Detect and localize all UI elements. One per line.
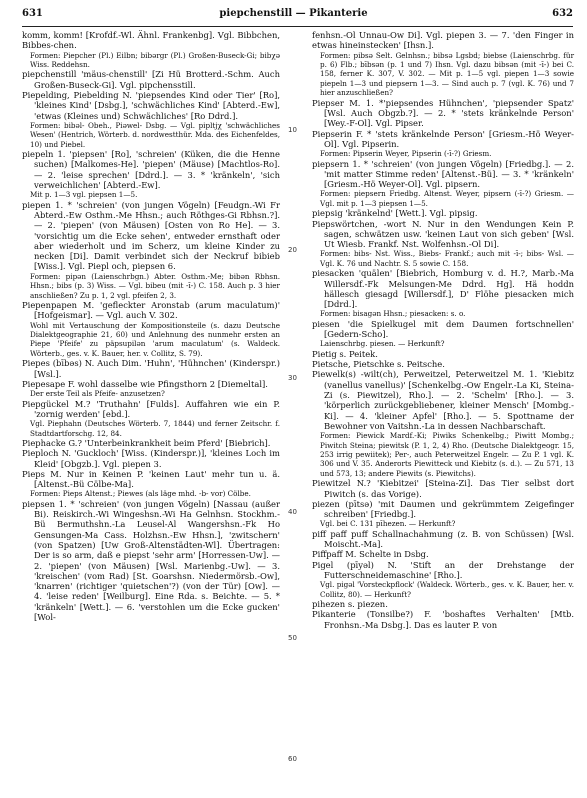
line-marker: 30 bbox=[288, 374, 297, 382]
dictionary-entry: Piepswörtchen, -wort N. Nur in den Wendungen Kein P. sagen, schwätzen usw. 'keinen Laut von sich geben' [Wsl. Ut Wiesb. Frankf. Nst. Wolfenhsn.-Ol Di]. bbox=[312, 218, 574, 250]
running-head: piepchenstill — Pikanterie bbox=[219, 8, 368, 19]
line-marker: 60 bbox=[288, 755, 297, 763]
dictionary-entry: Pieploch N. 'Guckloch' [Wiss. (Kinderspr.)], 'kleines Loch im Kleid' [Obgzb.]. Vgl. piepen 3. bbox=[22, 448, 280, 469]
forms-note: Formen: piepsern Friedbg. Altenst. Weyer, pipsern (-ī-?) Griesm. — Vgl. mit p. 1—3 piepsen 1—5. bbox=[320, 189, 574, 208]
line-marker: 40 bbox=[288, 508, 297, 516]
forms-note: Wohl mit Vertauschung der Kompositionsteile (s. dazu Deutsche Dialektgeographie 21, 60) und Anlehnung des nunmehr ersten an Piepe 'Pfeife' zu päpsupilən 'arum maculatum' (s. Waldeck. Wörterb., ges. v. K. Bauer, her. v. Collitz, S. 79). bbox=[30, 320, 280, 358]
dictionary-entry: Piepenpapen M. 'gefleckter Aronstab (arum maculatum)' [Hofgeismar]. — Vgl. auch V. 302. bbox=[22, 300, 280, 321]
forms-note: Vgl. pigəl 'Vorsteckpflock' (Waldeck. Wörterb., ges. v. K. Bauer, her. v. Collitz, 80). — Herkunft? bbox=[320, 580, 574, 599]
dictionary-entry: Piepserin F. * 'stets kränkelnde Person' [Griesm.-Hö Weyer-Ol]. Vgl. Pipserin. bbox=[312, 128, 574, 149]
dictionary-entry: Piepgückel M.? 'Truthahn' [Fulds]. Auffahren wie ein P. 'zornig werden' [ebd.]. bbox=[22, 398, 280, 419]
dictionary-entry: piepen 1. * 'schreien' (von jungen Vögeln) [Feudgn.-Wi Fr Abterd.-Ew Osthm.-Me Hhsn.; auch Röthges-Gi Rbhsn.?]. — 2. 'piepen' (von Mäusen) [Osten von Ro He]. — 3. 'vorsichtig um die Ecke sehen', entweder ernsthaft oder aber wiederholt und im Scherz, um kleine Kinder zu necken [Di]. Damit verbindet sich der Neckruf bibieb [Wiss.]. Vgl. Piepl och, piepsen 6. bbox=[22, 199, 280, 272]
forms-note: Mit p. 1—3 vgl. piepsen 1—5. bbox=[30, 190, 138, 200]
dictionary-entry: Piewelk(s) -wilt(ch), Perweitzel, Peterweitzel M. 1. 'Kiebitz (vanellus vanellus)' [Schenkelbg.-Ow Engelr.-La Ki, Steina-Zi (s. Piewitzel), Rho.]. — 2. 'Schelm' [Rho.]. — 3. 'körperlich zurückgebliebener, kleiner Mensch' [Mombg.-Ki]. — 4. 'kleiner Apfel' [Rho.]. — 5. Spottname der Bewohner von Vaitshn.-La in dessen Nachbarschaft. bbox=[312, 369, 574, 431]
dictionary-entry: Piephacke G.? 'Unterbeinkrankheit beim Pferd' [Biebrich]. bbox=[22, 437, 271, 448]
left-column bbox=[22, 30, 280, 622]
dictionary-entry: piepsen 1. * 'schreien' (von jungen Vögeln) [Nassau (außer Bi). Reiskirch.-Wi Wingeshsn.-Wi Ha Gelnhsn. Stockhm.-Bü Bermuthshn.-La Leusel-Al Wangershsn.-Fk Ho Gensungen-Ma Cass. Holzhsn.-Ew Hhsn.], 'zwitschern' (von Spatzen) [Uw Groß-Altenstädten-Wl]. Übertragen: Der is so arm, daß e piepst 'sehr arm' [Horressen-Uw]. — 2. 'piepen' (von Mäusen) [Wsl. Marienbg.-Uw]. — 3. 'kreischen' (vom Rad) [St. Goarshsn. Niedermörsb.-Ow], 'knarren' (richtiger 'quietschen'?) (von der Tür) [Ow]. — 4. 'leise reden' [Weilburg]. Eine Rda. s. Beichte. — 5. * 'kränkeln' [Wett.]. — 6. 'verstohlen um die Ecke gucken' [Wol- bbox=[22, 498, 280, 623]
entry-continuation: komm, komm! [Krofdf.-Wl. Ähnl. Frankenbg]. Vgl. Bibbchen, Bibbes-chen. bbox=[22, 30, 280, 51]
header-rule bbox=[22, 26, 573, 27]
dictionary-entry: piepchenstill 'mäus-chenstill' [Zi Hü Brotterd.-Schm. Auch Großen-Buseck-Gi]. Vgl. pipchensstill. bbox=[22, 69, 280, 90]
dictionary-entry: Piepelding, Piebelding N. 'piepsendes Kind oder Tier' [Ro], 'kleines Kind' [Dsbg.], 'schwächliches Kind' [Abterd.-Ew], 'etwas (Kleines und) Schwächliches' [Ro Ddrd.]. bbox=[22, 90, 280, 121]
forms-note: Formen: pipən (Laienschrbgn.) Abter. Osthm.-Me; bibən Rbhsn. Hhsn.; bibs (p. 3) Wiss. — Vgl. bibeu (mit -ī-) C. 158. Auch p. 3 hier anschließen? Zu p. 1, 2 vgl. pfeifen 2, 3. bbox=[30, 271, 280, 300]
dictionary-entry: Pikanterie (Tonsilbe?) F. 'boshaftes Verhalten' [Mtb. Fronhsn.-Ma Dsbg.]. Das es lauter P. von bbox=[312, 609, 574, 630]
dictionary-entry: piezen (pītsə) 'mit Daumen und gekrümmtem Zeigefinger schreiben' [Friedbg.]. bbox=[312, 498, 574, 520]
line-marker: 20 bbox=[288, 246, 297, 254]
forms-note: Formen: bibəl- Obeh., Piəwel- Dsbg. — Vgl. pipltjχ 'schwächliches Wesen' (Hentrich, Wörterb. d. nordwestthür. Mda. des Eichenfeldes, 10) und Piebel. bbox=[30, 120, 280, 149]
line-marker: 10 bbox=[288, 126, 297, 134]
forms-note: Vgl. bei C. 131 pīhezen. — Herkunft? bbox=[320, 519, 456, 529]
dictionary-entry: Piewitzel N.? 'Kiebitzei' [Steina-Zi]. Das Tier selbst dort Piwitch (s. das Vorige). bbox=[312, 478, 574, 499]
dictionary-entry: Pietsche, Pietschke s. Peitsche. bbox=[312, 359, 445, 370]
forms-note: Formen: bibs- Nst. Wiss., Biebs- Frankf.; auch mit -ī-; bibs- Wsl. — Vgl. K. 76 und Nachtr. S. 5 sowie C. 158. bbox=[320, 249, 574, 268]
entry-continuation: fenhsn.-Ol Unnau-Ow Di]. Vgl. piepen 3. — 7. 'den Finger in etwas hineinstecken' [Ihsn.]. bbox=[312, 30, 574, 51]
dictionary-entry: Pigel (pīyəl) N. 'Stift an der Drehstange der Futterschneidemaschine' [Rho.]. bbox=[312, 559, 574, 580]
forms-note: Vgl. Piephahn (Deutsches Wörterb. 7, 1844) und ferner Zeitschr. f. Stadtdartforschg. 12, 84. bbox=[30, 419, 280, 438]
right-column bbox=[312, 30, 574, 630]
dictionary-entry: Piffpaff M. Schelte in Dsbg. bbox=[312, 549, 429, 560]
page-number-right: 632 bbox=[552, 8, 573, 19]
dictionary-entry: piepeln 1. 'piepsen' [Ro], 'schreien' (Küken, die die Henne suchen) [Malkomes-He]. 'piepen' (Mäuse) [Machtlos-Ro]. — 2. 'leise sprechen' [Ddrd.]. — 3. * 'kränkeln', 'sich verweichlichen' [Abterd.-Ew]. bbox=[22, 149, 280, 190]
forms-note: Laienschrbg. piesen. — Herkunft? bbox=[320, 339, 445, 349]
page-number-left: 631 bbox=[22, 8, 43, 19]
forms-note: Formen: bisagən Hhsn.; piesacken: s. o. bbox=[320, 309, 466, 319]
dictionary-entry: piff paff puff Schallnachahmung (z. B. von Schüssen) [Wsl. Moischt.-Ma]. bbox=[312, 528, 574, 550]
forms-note: Der erste Teil als Pfeife- anzusetzen? bbox=[30, 389, 165, 399]
dictionary-entry: piesacken 'quälen' [Biebrich, Homburg v. d. H.?, Marb.-Ma Willersdf.-Fk Melsungen-Me Ddrd. Hg]. Hä hoddn hällesch giesagd [Willersdf.], D' Flöhe piesacken mich [Ddrd.]. bbox=[312, 268, 574, 310]
forms-note: Formen: pibsə Selt. Gelnhsn.; bibsə Lgsbd; biebse (Laienschrbg. für p. 6) Flb.; bībsən (p. 1 und 7) Ihsn. Vgl. dazu bibsən (mit -ī-) bei C. 158, ferner K. 307, V. 302. — Mit p. 1—5 vgl. piepen 1—3 sowie piepeln 1—3 und piepsern 1—3. — Sind auch p. 7 (vgl. K. 76) und 7 hier anzuschließen? bbox=[320, 50, 574, 98]
forms-note: Formen: Piewick Mardf.-Ki; Piwiks Schenkelbg.; Piwitt Mombg.; Piwitch Steina; piewitsk (P. 1, 2, 4) Rho. (Deutsche Dialektgeogr. 15, 253 irrig pewiitek); Per-, auch Peterweitzel Engelr. — Zu P. 1 vgl. K. 306 und V. 35. Anderorts Piewitteck und Kiebitz (s. d.). — Zu 571, 13 und 573, 13; andere Piewits (s. Piewitchs). bbox=[320, 431, 574, 478]
dictionary-entry: piepsig 'kränkelnd' [Wett.]. Vgl. pipsig. bbox=[312, 208, 478, 219]
forms-note: Formen: Pipserin Weyer, Pipserin (-ī-?) Griesm. bbox=[320, 149, 492, 159]
dictionary-entry: pihezen s. piezen. bbox=[312, 599, 388, 610]
dictionary-entry: piesen 'die Spielkugel mit dem Daumen fortschnellen' [Gedern-Scho]. bbox=[312, 318, 574, 340]
forms-note: Formen: Pieps Altenst.; Piewes (als läge mhd. -b- vor) Cölbe. bbox=[30, 489, 251, 499]
dictionary-entry: piepsern 1. * 'schreien' (von jungen Vögeln) [Friedbg.]. — 2. 'mit matter Stimme reden' [Altenst.-Bü]. — 3. * 'kränkeln' [Griesm.-Hö Weyer-Ol]. Vgl. pipsern. bbox=[312, 158, 574, 190]
dictionary-entry: Piepser M. 1. *'piepsendes Hühnchen', 'piepsender Spatz' [Wsl. Auch Obgzb.?]. — 2. * 'stets kränkelnde Person' [Wey.-F-Ol]. Vgl. Pipser. bbox=[312, 97, 574, 129]
dictionary-entry: Piepesape F. wohl dasselbe wie Pfingsthorn 2 [Diemeltal]. bbox=[22, 378, 268, 389]
forms-note: Formen: Piepcher (Pl.) Eilbn; bibərgr (Pl.) Großen-Buseck-Gi; bibχə Wiss. Reddehsn. bbox=[30, 50, 280, 69]
line-marker: 50 bbox=[288, 634, 297, 642]
dictionary-entry: Pietig s. Peitek. bbox=[312, 348, 378, 359]
dictionary-entry: Piepes (bībəs) N. Auch Dim. 'Huhn', 'Hühnchen' (Kinderspr.) [Wsl.]. bbox=[22, 358, 280, 379]
dictionary-entry: Pieps M. Nur in Keinen P. 'keinen Laut' mehr tun u. ä. [Altenst.-Bü Cölbe-Ma]. bbox=[22, 468, 280, 490]
